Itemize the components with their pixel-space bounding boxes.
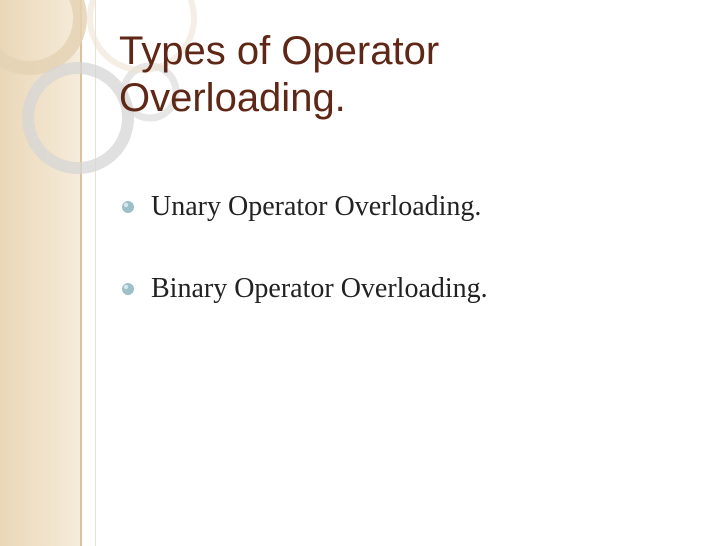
bullet-text: Unary Operator Overloading. (151, 191, 482, 222)
slide-title (119, 28, 679, 122)
circle-bullet-icon (121, 200, 135, 214)
slide-title-line-2: Overloading. (119, 76, 346, 120)
bullet-item (121, 270, 488, 308)
bullet-item (121, 188, 488, 226)
circle-bullet-icon (121, 282, 135, 296)
slide-title-line-1: Types of Operator (119, 29, 440, 73)
bullet-text: Binary Operator Overloading. (151, 273, 488, 304)
bullet-list (121, 188, 488, 352)
